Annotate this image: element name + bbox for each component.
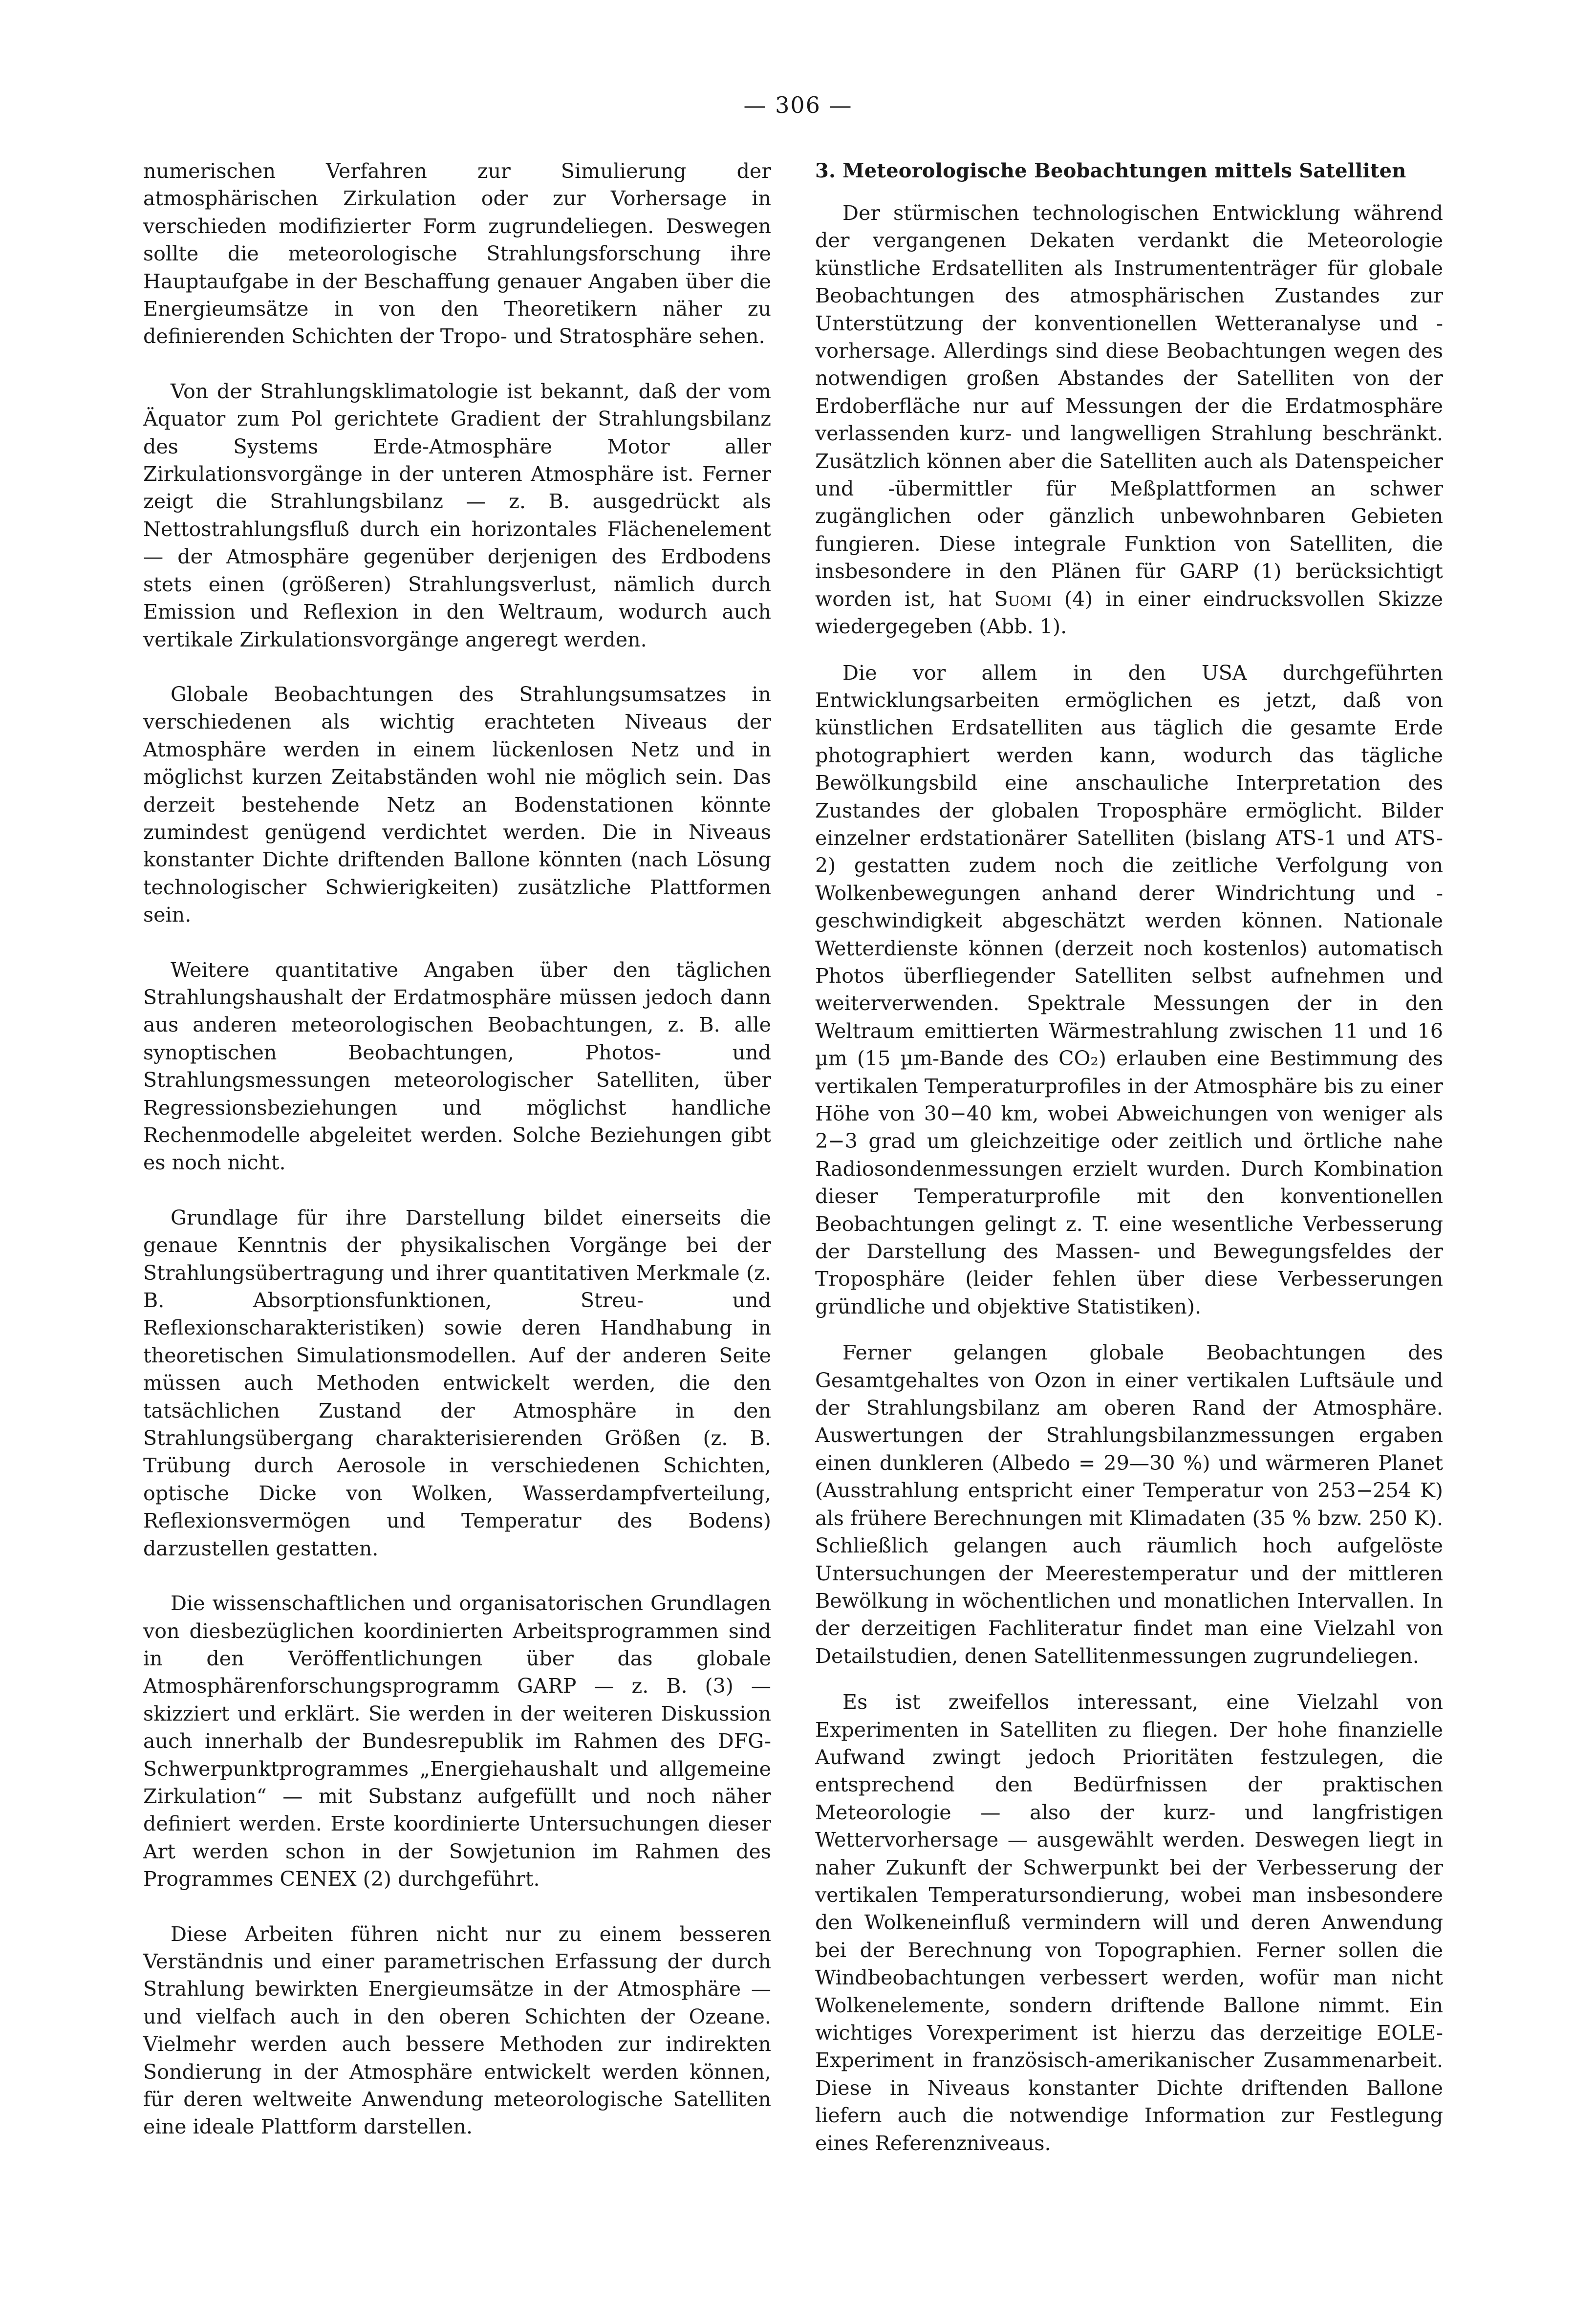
paragraph: Ferner gelangen globale Beobachtungen des Gesamtgehaltes von Ozon in einer vertikalen Luftsäule und der Strahlungsbilanz am oberen Rand der Atmosphäre. Auswertungen der Strahlungsbilanzmessungen ergaben einen dunkleren (Albedo = 29—30 %) und wärmeren Planet (Ausstrahlung entspricht einer Temperatur von 253−254 K) als frühere Berechnungen mit Klimadaten (35 % bzw. 250 K). Schließlich gelangen auch räumlich hoch aufgelöste Untersuchungen der Meerestemperatur und der mittleren Bewölkung in wöchentlichen und monatlichen Intervallen. In der derzeitigen Fachliteratur findet man eine Vielzahl von Detailstudien, denen Satellitenmessungen zugrundeliegen. xyxy=(815,1341,1443,1668)
paragraph: Es ist zweifellos interessant, eine Vielzahl von Experimenten in Satelliten zu fliegen. Der hohe finanzielle Aufwand zwingt jedoch Prioritäten festzulegen, die entsprechend den Bedürfnissen der praktischen Meteorologie — also der kurz- und langfristigen Wettervorhersage — ausgewählt werden. Deswegen liegt in naher Zukunft der Schwerpunkt bei der Verbesserung der vertikalen Temperatursondierung, wobei man insbesondere den Wolkeneinfluß vermindern will und deren Anwendung bei der Berechnung von Topographien. Ferner sollen die Windbeobachtungen verbessert werden, wofür man nicht Wolkenelemente, sondern driftende Ballone nimmt. Ein wichtiges Vorexperiment ist hierzu das derzeitige EOLE-Experiment in französisch-amerikanischer Zusammenarbeit. Diese in Niveaus konstanter Dichte driftenden Ballone liefern auch die notwendige Information zur Festlegung eines Referenzniveaus. xyxy=(815,1690,1443,2155)
author-name: Suomi xyxy=(994,587,1052,611)
paragraph: Diese Arbeiten führen nicht nur zu einem besseren Verständnis und einer parametrischen Erfassung der durch Strahlung bewirkten Energieumsätze in der Atmosphäre — und vielfach auch in den oberen Schichten der Ozeane. Vielmehr werden auch bessere Methoden zur indirekten Sondierung in der Atmosphäre entwickelt werden können, für deren weltweite Anwendung meteorologische Satelliten eine ideale Plattform darstellen. xyxy=(143,1922,771,2139)
paragraph-text: (4) in einer eindrucksvollen Skizze wiedergegeben (Abb. 1). xyxy=(815,587,1443,639)
right-column xyxy=(815,157,1443,2176)
section-heading: 3. Meteorologische Beobachtungen mittels Satelliten xyxy=(815,159,1406,182)
paragraph: Globale Beobachtungen des Strahlungsumsatzes in verschiedenen als wichtig erachteten Niveaus der Atmosphäre werden in einem lückenlosen Netz und in möglichst kurzen Zeitabständen wohl nie möglich sein. Das derzeit bestehende Netz an Bodenstationen könnte zumindest genügend verdichtet werden. Die in Niveaus konstanter Dichte driftenden Ballone könnten (nach Lösung technologischer Schwierigkeiten) zusätzliche Plattformen sein. xyxy=(143,682,771,927)
paragraph: Weitere quantitative Angaben über den täglichen Strahlungshaushalt der Erdatmosphäre müssen jedoch dann aus anderen meteorologischen Beobachtungen, z. B. alle synoptischen Beobachtungen, Photos- und Strahlungsmessungen meteorologischer Satelliten, über Regressionsbeziehungen und möglichst handliche Rechenmodelle abgeleitet werden. Solche Beziehungen gibt es noch nicht. xyxy=(143,958,771,1175)
left-column xyxy=(143,157,771,2168)
paragraph: numerischen Verfahren zur Simulierung der atmosphärischen Zirkulation oder zur Vorhersage in verschieden modifizierter Form zugrundeliegen. Deswegen sollte die meteorologische Strahlungsforschung ihre Hauptaufgabe in der Beschaffung genauer Angaben über die Energieumsätze in von den Theoretikern näher zu definierenden Schichten der Tropo- und Stratosphäre sehen. xyxy=(143,159,771,348)
paragraph-text: Der stürmischen technologischen Entwicklung während der vergangenen Dekaten verdankt die Meteorologie künstliche Erdsatelliten als Instrumententräger für globale Beobachtungen des atmosphärischen Zustandes zur Unterstützung der konventionellen Wetteranalyse und -vorhersage. Allerdings sind diese Beobachtungen wegen des notwendigen großen Abstandes der Satelliten von der Erdoberfläche nur auf Messungen der die Erdatmosphäre verlassenden kurz- und langwelligen Strahlung beschränkt. Zusätzlich können aber die Satelliten auch als Datenspeicher und -übermittler für Meßplattformen an schwer zugänglichen oder gänzlich unbewohnbaren Gebieten fungieren. Diese integrale Funktion von Satelliten, die insbesondere in den Plänen für GARP (1) berücksichtigt worden ist, hat xyxy=(815,201,1443,611)
paragraph: Die vor allem in den USA durchgeführten Entwicklungsarbeiten ermöglichen es jetzt, daß von künstlichen Erdsatelliten aus täglich die gesamte Erde photographiert werden kann, wodurch das tägliche Bewölkungsbild eine anschauliche Interpretation des Zustandes der globalen Troposphäre ermöglicht. Bilder einzelner erdstationärer Satelliten (bislang ATS-1 und ATS-2) gestatten zudem noch die zeitliche Verfolgung von Wolkenbewegungen anhand derer Windrichtung und -geschwindigkeit abgeschätzt werden können. Nationale Wetterdienste können (derzeit noch kostenlos) automatisch Photos überfliegender Satelliten selbst aufnehmen und weiterverwenden. Spektrale Messungen der in den Weltraum emittierten Wärmestrahlung zwischen 11 und 16 µm (15 µm-Bande des CO₂) erlauben eine Bestimmung des vertikalen Temperaturprofiles in der Atmosphäre bis zu einer Höhe von 30−40 km, wobei Abweichungen von weniger als 2−3 grad um gleichzeitige oder zeitlich und örtliche nahe Radiosondenmessungen erzielt wurden. Durch Kombination dieser Temperaturprofile mit den konventionellen Beobachtungen gelingt z. T. eine wesentliche Verbesserung der Darstellung des Massen- und Bewegungsfeldes der Troposphäre (leider fehlen über diese Verbesserungen gründliche und objektive Statistiken). xyxy=(815,661,1443,1318)
paragraph: Von der Strahlungsklimatologie ist bekannt, daß der vom Äquator zum Pol gerichtete Gradient der Strahlungsbilanz des Systems Erde-Atmosphäre Motor aller Zirkulationsvorgänge in der unteren Atmosphäre ist. Ferner zeigt die Strahlungsbilanz — z. B. ausgedrückt als Nettostrahlungsfluß durch ein horizontales Flächenelement — der Atmosphäre gegenüber derjenigen des Erdbodens stets einen (größeren) Strahlungsverlust, nämlich durch Emission und Reflexion in den Weltraum, wodurch auch vertikale Zirkulationsvorgänge angeregt werden. xyxy=(143,379,771,651)
paragraph: Die wissenschaftlichen und organisatorischen Grundlagen von diesbezüglichen koordinierten Arbeitsprogrammen sind in den Veröffentlichungen über das globale Atmosphärenforschungsprogramm GARP — z. B. (3) — skizziert und erklärt. Sie werden in der weiteren Diskussion auch innerhalb der Bundesrepublik im Rahmen des DFG-Schwerpunktprogrammes „Energiehaushalt und allgemeine Zirkulation“ — mit Substanz aufgefüllt und noch näher definiert werden. Erste koordinierte Untersuchungen dieser Art werden schon in der Sowjetunion im Rahmen des Programmes CENEX (2) durchgeführt. xyxy=(143,1592,771,1891)
page-number: — 306 — xyxy=(743,92,853,118)
paragraph: Grundlage für ihre Darstellung bildet einerseits die genaue Kenntnis der physikalischen Vorgänge bei der Strahlungsübertragung und ihrer quantitativen Merkmale (z. B. Absorptionsfunktionen, Streu- und Reflexionscharakteristiken) sowie deren Handhabung in theoretischen Simulationsmodellen. Auf der anderen Seite müssen auch Methoden entwickelt werden, die den tatsächlichen Zustand der Atmosphäre in den Strahlungsübergang charakterisierenden Größen (z. B. Trübung durch Aerosole in verschiedenen Schichten, optische Dicke von Wolken, Wasserdampfverteilung, Reflexionsvermögen und Temperatur des Bodens) darzustellen gestatten. xyxy=(143,1206,771,1560)
paragraph xyxy=(815,199,1443,641)
